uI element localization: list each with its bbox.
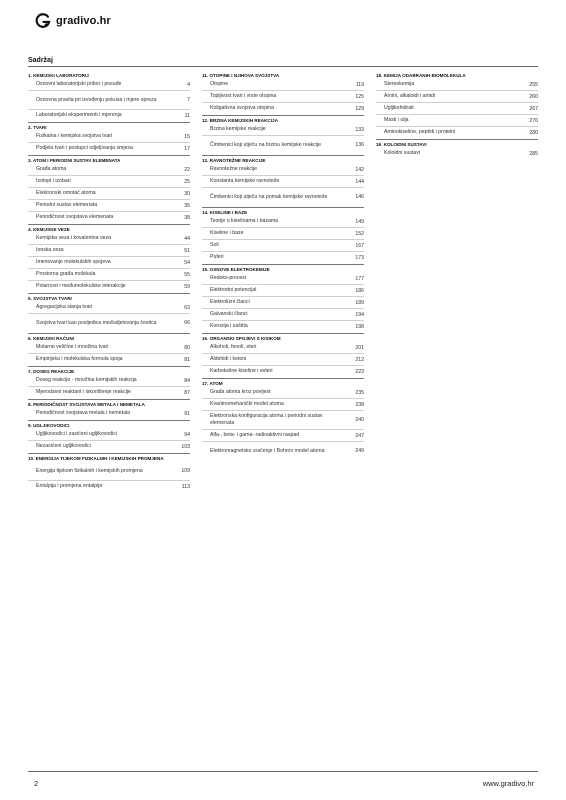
entry-title: Molarne veličine i množina tvari xyxy=(36,344,109,351)
toc-entry[interactable] xyxy=(28,257,190,269)
toc-section xyxy=(202,115,364,154)
toc-entry[interactable] xyxy=(202,252,364,263)
toc-entry[interactable] xyxy=(202,285,364,297)
toc-section xyxy=(28,155,190,223)
entry-page-number: 173 xyxy=(355,254,364,261)
entry-title: Građa atoma xyxy=(36,166,67,173)
toc-entry[interactable] xyxy=(202,79,364,91)
toc-title: Sadržaj xyxy=(28,57,53,64)
toc-entry[interactable] xyxy=(376,148,538,159)
entry-page-number: 63 xyxy=(184,304,190,311)
entry-page-number: 51 xyxy=(184,247,190,254)
entry-title: Agregacijska stanja tvari xyxy=(36,304,93,311)
entry-title: Alkoholi, fenoli, eteri xyxy=(210,344,257,351)
toc-entry[interactable] xyxy=(202,91,364,103)
entry-page-number: 267 xyxy=(529,105,538,112)
entry-page-number: 91 xyxy=(184,410,190,417)
entry-title: Periodičnost svojstava metala i nemetala xyxy=(36,410,130,417)
entry-title: Periodni sustav elemenata xyxy=(36,202,98,209)
entry-page-number: 38 xyxy=(184,214,190,221)
entry-title: Redoks-procesi xyxy=(210,275,247,282)
toc-entry[interactable] xyxy=(202,124,364,136)
footer-divider xyxy=(28,771,538,772)
toc-entry[interactable] xyxy=(202,240,364,252)
entry-page-number: 55 xyxy=(184,271,190,278)
entry-page-number: 235 xyxy=(355,389,364,396)
toc-entry[interactable] xyxy=(28,176,190,188)
entry-title: Izotopi i izobari xyxy=(36,178,71,185)
section-title: 12. BRZINA KEMIJSKIH REAKCIJA xyxy=(202,118,278,123)
toc-entry[interactable] xyxy=(28,429,190,441)
entry-title: Čimbenici koji utječu na brzinu kemijske reakcije xyxy=(210,141,321,148)
entry-page-number: 80 xyxy=(184,344,190,351)
toc-entry[interactable] xyxy=(28,212,190,223)
toc-entry[interactable] xyxy=(202,387,364,399)
entry-title: Ugljikohidrati xyxy=(384,105,414,112)
toc-entry[interactable] xyxy=(376,103,538,115)
entry-page-number: 198 xyxy=(355,323,364,330)
toc-entry[interactable] xyxy=(28,441,190,452)
entry-page-number: 54 xyxy=(184,259,190,266)
page-number: 2 xyxy=(34,779,39,788)
toc-section xyxy=(202,207,364,263)
toc-column xyxy=(202,70,364,492)
entry-page-number: 260 xyxy=(529,93,538,100)
toc-entry[interactable] xyxy=(28,91,190,110)
toc-entry[interactable] xyxy=(202,354,364,366)
entry-title: Koloidni sustavi xyxy=(384,150,421,157)
toc-entry[interactable] xyxy=(202,399,364,411)
entry-title: Podjela tvari i postupci odjeljivanja smjesa xyxy=(36,145,133,152)
entry-title: Prostorna građa molekula xyxy=(36,271,96,278)
entry-title: Elektrolizni članci xyxy=(210,299,250,306)
entry-title: Konstanta kemijske ravnoteže xyxy=(210,178,280,185)
entry-title: Topljivost tvari i vrste otopina xyxy=(210,93,277,100)
section-title: 16. ORGANSKI SPOJEVI S KISIKOM xyxy=(202,336,281,341)
section-title: 2. TVARI xyxy=(28,125,47,130)
entry-title: Doseg reakcije - množina kemijskih reakcija xyxy=(36,377,137,384)
toc-entry[interactable] xyxy=(376,79,538,91)
entry-page-number: 146 xyxy=(355,194,364,200)
entry-page-number: 133 xyxy=(355,126,364,133)
section-title: 13. RAVNOTEŽNE REAKCIJE xyxy=(202,158,266,163)
entry-title: Ugljikovodici i zasićeni ugljikovodici xyxy=(36,431,118,438)
toc-entry[interactable] xyxy=(202,103,364,114)
entry-page-number: 129 xyxy=(355,105,364,112)
entry-page-number: 44 xyxy=(184,235,190,242)
toc-section xyxy=(202,71,364,114)
section-title: 5. SVOJSTVA TVARI xyxy=(28,296,72,301)
entry-title: Periodičnost svojstava elemenata xyxy=(36,214,114,221)
entry-page-number: 201 xyxy=(355,344,364,351)
entry-title: Imenovanje molekulskih spojeva xyxy=(36,259,111,266)
entry-title: Ravnotežne reakcije xyxy=(210,166,258,173)
toc-entry[interactable] xyxy=(28,245,190,257)
toc-entry[interactable] xyxy=(202,411,364,430)
gradivo-logo-icon xyxy=(34,12,52,30)
toc-entry[interactable] xyxy=(28,342,190,354)
toc-entry[interactable] xyxy=(28,281,190,292)
entry-title: Karboksilne kiseline i esteri xyxy=(210,368,273,375)
section-title: 14. KISELINE I BAZE xyxy=(202,210,248,215)
entry-title: Masti i ulja xyxy=(384,117,409,124)
entry-title: Građa atoma kroz povijest xyxy=(210,389,271,396)
entry-page-number: 103 xyxy=(181,443,190,450)
entry-title: Osnovna pravila pri izvođenju pokusa i mjere opreza xyxy=(36,96,157,103)
toc-section xyxy=(202,333,364,377)
entry-title: Korozija i zaštita xyxy=(210,323,248,330)
toc-entry[interactable] xyxy=(202,188,364,206)
toc-entry[interactable] xyxy=(28,269,190,281)
entry-page-number: 167 xyxy=(355,242,364,249)
entry-title: Čimbenici koji utječu na pomak kemijske ravnoteže xyxy=(210,193,328,200)
entry-title: Elektromagnetsko zračenje i Bohrov model atoma xyxy=(210,447,325,454)
entry-page-number: 22 xyxy=(184,166,190,173)
entry-title: Soli xyxy=(210,242,219,249)
entry-title: Nezasićeni ugljikovodici xyxy=(36,443,91,450)
entry-title: Kvantnomehanički model atoma xyxy=(210,401,284,408)
toc-section xyxy=(28,399,190,419)
toc-entry[interactable] xyxy=(28,481,190,492)
entry-title: Mjerodavni reaktant i iskorištenje reakcije xyxy=(36,389,131,396)
entry-page-number: 136 xyxy=(355,142,364,148)
entry-title: Fizikalna i kemijska svojstva tvari xyxy=(36,133,113,140)
entry-title: Amini, alkaloidi i amidi xyxy=(384,93,436,100)
entry-page-number: 125 xyxy=(355,93,364,100)
toc-section xyxy=(28,224,190,292)
section-title: 18. KEMIJA ODABRANIH BIOMOLEKULA xyxy=(376,73,466,78)
entry-page-number: 59 xyxy=(184,283,190,290)
footer-site-url: www.gradivo.hr xyxy=(482,779,534,788)
toc-entry[interactable] xyxy=(202,321,364,332)
toc-section xyxy=(28,420,190,452)
entry-page-number: 223 xyxy=(355,368,364,375)
entry-page-number: 152 xyxy=(355,230,364,237)
entry-title: Stereokemija xyxy=(384,81,415,88)
entry-page-number: 66 xyxy=(184,320,190,326)
entry-page-number: 144 xyxy=(355,178,364,185)
toc-section xyxy=(28,366,190,398)
toc-section xyxy=(28,453,190,492)
entry-page-number: 35 xyxy=(184,202,190,209)
entry-title: Elektrodni potencijal xyxy=(210,287,257,294)
site-header xyxy=(34,10,111,32)
toc-entry[interactable] xyxy=(28,462,190,481)
section-title: 11. OTOPINE I NJIHOVA SVOJSTVA xyxy=(202,73,280,78)
entry-page-number: 94 xyxy=(184,431,190,438)
entry-page-number: 189 xyxy=(355,299,364,306)
entry-title: Ionska veza xyxy=(36,247,64,254)
entry-page-number: 240 xyxy=(355,417,364,423)
toc-section xyxy=(202,264,364,332)
toc-entry[interactable] xyxy=(202,136,364,154)
entry-title: Svojstva tvari kao posljedica međudjelovanja čestica xyxy=(36,319,157,326)
section-title: 3. ATOM I PERIODNI SUSTAV ELEMENATA xyxy=(28,158,121,163)
entry-title: Otopine xyxy=(210,81,229,88)
toc-section xyxy=(28,333,190,365)
entry-page-number: 119 xyxy=(355,81,364,88)
toc-section xyxy=(28,293,190,332)
entry-page-number: 276 xyxy=(529,117,538,124)
entry-page-number: 238 xyxy=(355,401,364,408)
entry-page-number: 87 xyxy=(184,389,190,396)
toc-section xyxy=(28,122,190,154)
toc-columns xyxy=(28,70,538,492)
toc-section xyxy=(202,155,364,206)
toc-entry[interactable] xyxy=(28,375,190,387)
entry-page-number: 177 xyxy=(355,275,364,282)
entry-page-number: 149 xyxy=(355,218,364,225)
entry-page-number: 186 xyxy=(355,287,364,294)
entry-title: Osnovni laboratorijski pribor i posuđe xyxy=(36,81,122,88)
toc-entry[interactable] xyxy=(28,110,190,121)
brand-name: gradivo.hr xyxy=(56,15,111,27)
toc-entry[interactable] xyxy=(202,342,364,354)
entry-title: Galvanski članci xyxy=(210,311,248,318)
entry-page-number: 84 xyxy=(184,377,190,384)
toc-section xyxy=(376,71,538,138)
entry-title: Puferi xyxy=(210,254,224,261)
toc-entry[interactable] xyxy=(28,200,190,212)
toc-section xyxy=(28,71,190,121)
section-title: 4. KEMIJSKE VEZE xyxy=(28,227,70,232)
toc-entry[interactable] xyxy=(202,273,364,285)
section-title: 9. UGLJIKOVODICI xyxy=(28,423,70,428)
top-divider xyxy=(28,66,538,67)
section-title: 17. ATOM xyxy=(202,381,223,386)
toc-entry[interactable] xyxy=(202,216,364,228)
entry-page-number: 212 xyxy=(355,356,364,363)
toc-entry[interactable] xyxy=(202,176,364,188)
section-title: 6. KEMIJSKI RAČUNI xyxy=(28,336,74,341)
entry-page-number: 30 xyxy=(184,190,190,197)
entry-page-number: 280 xyxy=(529,129,538,136)
entry-page-number: 113 xyxy=(181,483,190,490)
entry-title: Teorije o kiselinama i bazama xyxy=(210,218,279,225)
entry-title: Energija tijekom fizikalnih i kemijskih promjena xyxy=(36,467,143,474)
entry-title: Alfa-, beta- i gama- radioaktivni raspad xyxy=(210,432,300,439)
entry-title: Empirijska i molekulska formula spoja xyxy=(36,356,123,363)
entry-page-number: 247 xyxy=(355,432,364,439)
toc-entry[interactable] xyxy=(28,387,190,398)
section-title: 15. OSNOVE ELEKTROKEMIJE xyxy=(202,267,270,272)
toc-column xyxy=(376,70,538,492)
entry-title: Laboratorijski eksperimenti i mjerenja xyxy=(36,112,122,119)
entry-title: Aldehidi i ketoni xyxy=(210,356,247,363)
toc-entry[interactable] xyxy=(376,127,538,138)
toc-column xyxy=(28,70,190,492)
entry-title: Brzina kemijske reakcije xyxy=(210,126,266,133)
toc-entry[interactable] xyxy=(28,314,190,332)
entry-page-number: 81 xyxy=(184,356,190,363)
toc-entry[interactable] xyxy=(28,408,190,419)
entry-page-number: 15 xyxy=(184,133,190,140)
toc-entry[interactable] xyxy=(376,115,538,127)
section-title: 19. KOLOIDNI SUSTAVI xyxy=(376,142,427,147)
entry-title: Kemijska veza i kovalentna veza xyxy=(36,235,111,242)
toc-entry[interactable] xyxy=(28,188,190,200)
toc-entry[interactable] xyxy=(28,302,190,314)
toc-entry[interactable] xyxy=(28,131,190,143)
entry-page-number: 249 xyxy=(355,448,364,454)
entry-title: Elektronski omotač atoma xyxy=(36,190,96,197)
entry-page-number: 142 xyxy=(355,166,364,173)
toc-entry[interactable] xyxy=(202,309,364,321)
section-title: 10. ENERGIJA TIJEKOM FIZIKALNIH I KEMIJSKIH PROMJENA xyxy=(28,456,164,461)
entry-page-number: 7 xyxy=(187,97,190,103)
toc-entry[interactable] xyxy=(376,91,538,103)
entry-title: Koligativna svojstva otopina xyxy=(210,105,275,112)
entry-title: Entalpija i promjena entalpije xyxy=(36,483,103,490)
toc-entry[interactable] xyxy=(28,233,190,245)
toc-entry[interactable] xyxy=(28,164,190,176)
toc-section xyxy=(376,139,538,159)
entry-page-number: 17 xyxy=(184,145,190,152)
toc-entry[interactable] xyxy=(202,297,364,309)
toc-entry[interactable] xyxy=(202,164,364,176)
entry-page-number: 255 xyxy=(529,81,538,88)
entry-title: Elektronska konfiguracija atoma i periodni sustav elemenata xyxy=(210,413,323,426)
toc-entry[interactable] xyxy=(28,143,190,154)
toc-section xyxy=(202,378,364,460)
section-title: 1. KEMIJSKI LABORATORIJ xyxy=(28,73,89,78)
section-title: 7. DOSEG REAKCIJE xyxy=(28,369,75,374)
entry-page-number: 285 xyxy=(529,150,538,157)
toc-entry[interactable] xyxy=(202,442,364,460)
entry-page-number: 109 xyxy=(181,468,190,474)
toc-entry[interactable] xyxy=(202,228,364,240)
section-title: 8. PERIODIČNOST SVOJSTAVA METALA I NEMETALA xyxy=(28,402,145,407)
entry-page-number: 194 xyxy=(355,311,364,318)
toc-entry[interactable] xyxy=(202,430,364,442)
toc-entry[interactable] xyxy=(202,366,364,377)
entry-page-number: 25 xyxy=(184,178,190,185)
entry-title: Polarnost i međumolekulske interakcije xyxy=(36,283,126,290)
entry-title: Aminokiseline, peptidi i proteini xyxy=(384,129,456,136)
entry-page-number: 11 xyxy=(184,112,190,119)
toc-entry[interactable] xyxy=(28,79,190,91)
toc-entry[interactable] xyxy=(28,354,190,365)
entry-title: Kiseline i baze xyxy=(210,230,244,237)
entry-page-number: 4 xyxy=(187,81,190,88)
